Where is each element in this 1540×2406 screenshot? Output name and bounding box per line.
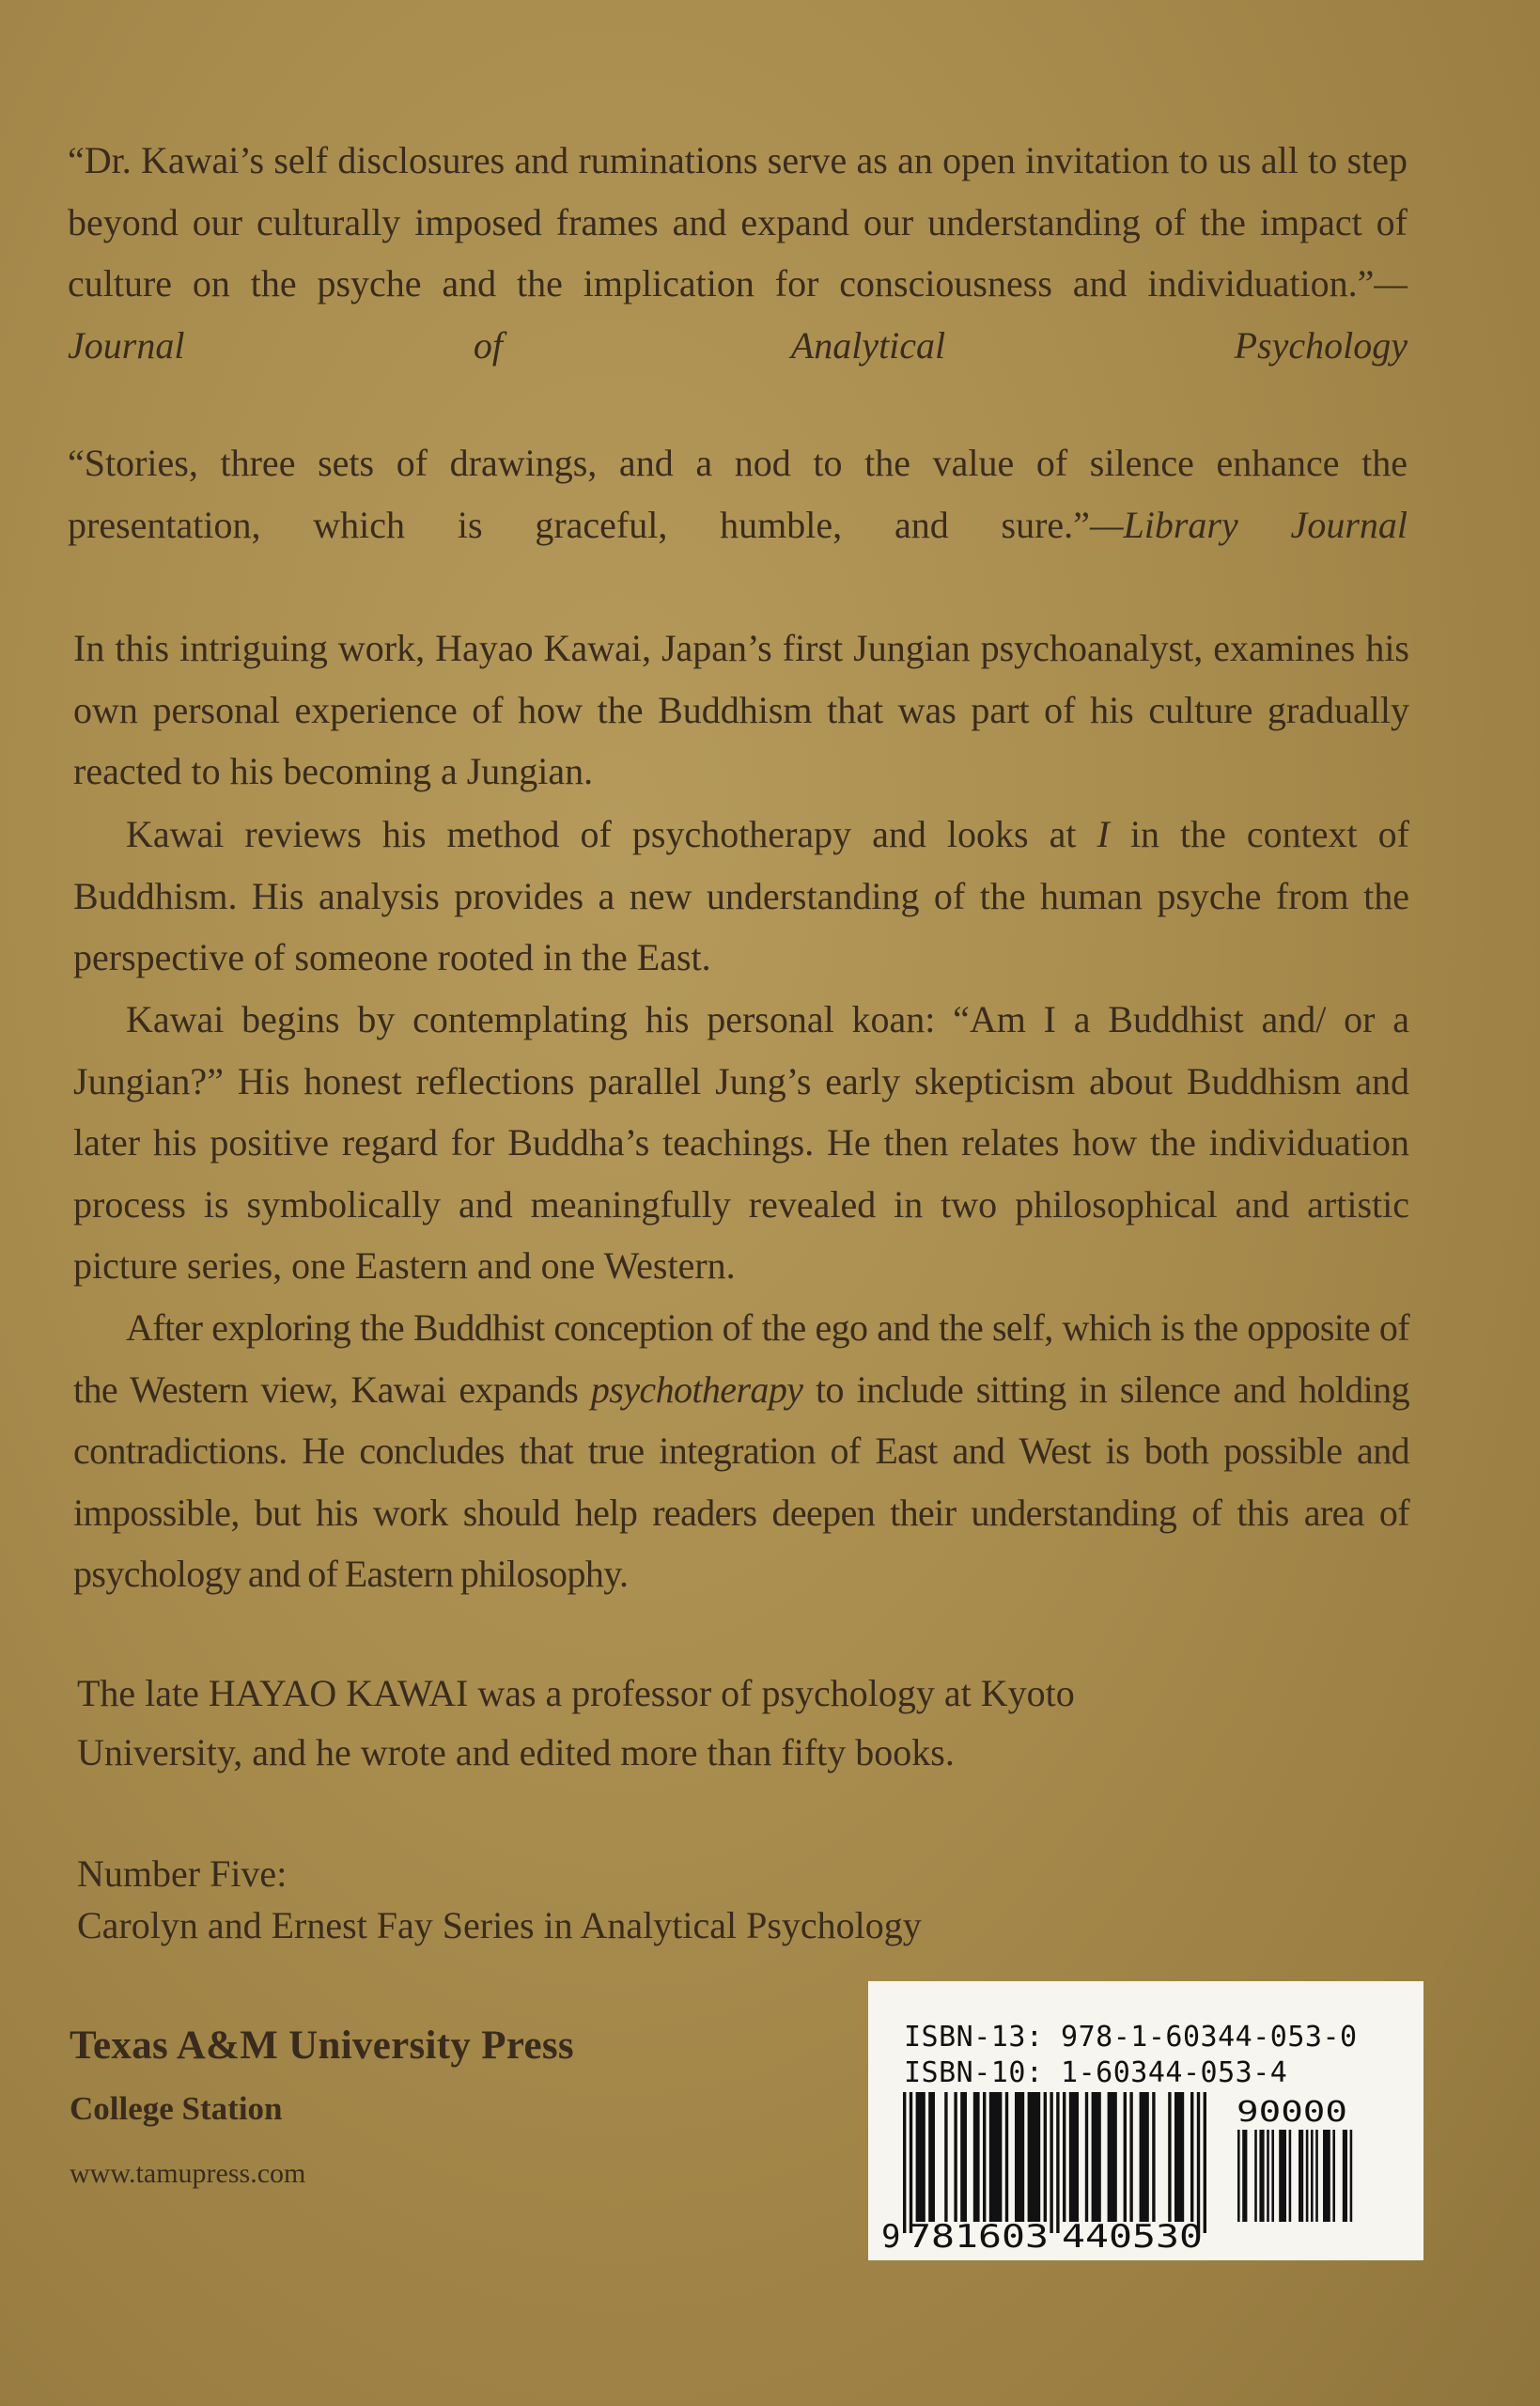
barcode-bar <box>910 2092 912 2233</box>
publisher-website: www.tamupress.com <box>70 2158 306 2189</box>
isbn-13-label: ISBN-13: 978-1-60344-053-0 <box>904 2021 1358 2054</box>
author-bio-line-1: The late HAYAO KAWAI was a professor of psychology at Kyoto <box>77 1672 1075 1714</box>
barcode-bar <box>1108 2092 1117 2222</box>
barcode-bar <box>1204 2092 1206 2233</box>
barcode-right-digits: 440530 <box>1062 2218 1203 2256</box>
description-paragraph-2-start: Kawai reviews his method of psychotherapy and looks at <box>126 813 1097 855</box>
barcode-bar <box>1152 2092 1155 2222</box>
addon-bar <box>1332 2130 1335 2222</box>
addon-bar <box>1254 2130 1257 2222</box>
barcode-bar <box>960 2092 967 2222</box>
addon-bar <box>1343 2130 1347 2222</box>
addon-bar <box>1289 2130 1292 2222</box>
review-quote-2 <box>68 432 1408 555</box>
barcode-bar <box>989 2092 1003 2222</box>
addon-bar <box>1267 2130 1269 2222</box>
barcode-bar <box>944 2092 947 2222</box>
barcode-addon-digits: 90000 <box>1237 2096 1347 2129</box>
barcode-bar <box>916 2092 926 2222</box>
ean13-barcode <box>903 2092 1206 2233</box>
addon-bar <box>1315 2130 1318 2222</box>
barcode-bar <box>1085 2092 1088 2222</box>
barcode-bar <box>1129 2092 1132 2222</box>
barcode-bar <box>928 2092 935 2222</box>
barcode-panel <box>868 1981 1423 2260</box>
barcode-bar <box>1174 2092 1184 2222</box>
barcode-bar <box>903 2092 906 2233</box>
barcode-bar <box>1044 2092 1047 2222</box>
description-paragraph-1: In this intriguing work, Hayao Kawai, Japan’s first Jungian psychoanalyst, examines his own personal experience of how the Buddhism that was part of his culture gradually reacted to his becoming a Jungian. <box>73 627 1409 792</box>
barcode-bar <box>1092 2092 1101 2222</box>
description-paragraph-2-end: in the context of Buddhism. His analysis provides a new understanding of the human psyche from the perspective of someone rooted in the East. <box>73 813 1409 978</box>
review-quote-1-source: —Journal of Analytical Psychology <box>68 262 1408 367</box>
barcode-bar <box>973 2092 980 2222</box>
addon-bar <box>1350 2130 1353 2222</box>
barcode-bar <box>1056 2092 1059 2233</box>
addon-bar <box>1259 2130 1264 2222</box>
barcode-graphic <box>868 1981 1423 2260</box>
addon-bar <box>1271 2130 1274 2222</box>
barcode-bar <box>1028 2092 1041 2222</box>
addon-bar <box>1279 2130 1286 2222</box>
author-bio-line-2: University, and he wrote and edited more than fifty books. <box>77 1731 955 1773</box>
barcode-bar <box>954 2092 957 2222</box>
barcode-bar <box>1197 2092 1200 2233</box>
barcode-left-digits: 781603 <box>908 2218 1049 2256</box>
addon-bar <box>1311 2130 1314 2222</box>
barcode-bar <box>1063 2092 1066 2222</box>
description-paragraph-4-start: After exploring the Buddhist conception of the ego and the self, which is the opposite of the Western view, Kawai expands <box>73 1306 1409 1411</box>
description-paragraph-4-italic: psychotherapy <box>590 1367 803 1411</box>
barcode-bar <box>1140 2092 1149 2222</box>
publisher-location: College Station <box>70 2090 283 2127</box>
description-paragraph-3: Kawai begins by contemplating his personal koan: “Am I a Buddhist and/ or a Jungian?” His honest reflections parallel Jung’s early skepticism about Buddhism and later his positive regard for Buddha’s teachings. He then relates how the individuation process is symbolically and meaningfully revealed in two philosophical and artistic picture series, one Eastern and one Western. <box>73 998 1409 1287</box>
series-name: Carolyn and Ernest Fay Series in Analytical Psychology <box>77 1904 922 1946</box>
addon-bar <box>1306 2130 1309 2222</box>
barcode-bar <box>1005 2092 1008 2222</box>
series-info <box>77 1848 1299 1951</box>
review-quote-1-text: “Dr. Kawai’s self disclosures and ruminations serve as an open invitation to us all to step beyond our culturally imposed frames and expand our understanding of the impact of culture on the psyche and the implication for consciousness and individuation.” <box>68 139 1408 305</box>
barcode-bar <box>1069 2092 1079 2222</box>
barcode-bar <box>983 2092 986 2222</box>
barcode-lead-digit: 9 <box>881 2218 901 2256</box>
addon-barcode <box>1237 2130 1352 2222</box>
description-paragraph-2-italic: I <box>1097 813 1110 855</box>
barcode-bar <box>1190 2092 1193 2222</box>
review-quote-1 <box>68 130 1408 376</box>
review-quote-2-source: —Library Journal <box>1089 503 1408 546</box>
addon-bar <box>1323 2130 1330 2222</box>
author-bio <box>77 1664 1299 1782</box>
barcode-bar <box>1050 2092 1052 2233</box>
description-paragraph-2 <box>73 804 1409 989</box>
barcode-bar <box>1168 2092 1171 2222</box>
description-paragraph-4-end: to include sitting in silence and holding contradictions. He concludes that true integration of East and West is both possible and impossible, but his work should help readers deepen their understanding of this area of psychology and of Eastern philosophy. <box>73 1367 1409 1595</box>
description-paragraph-4 <box>73 1297 1409 1605</box>
addon-bar <box>1237 2130 1240 2222</box>
addon-bar <box>1242 2130 1247 2222</box>
isbn-10-label: ISBN-10: 1-60344-053-4 <box>904 2056 1288 2089</box>
series-number: Number Five: <box>77 1852 288 1895</box>
publisher-name: Texas A&M University Press <box>70 2023 574 2068</box>
barcode-bar <box>1124 2092 1127 2222</box>
review-quote-2-text: “Stories, three sets of drawings, and a nod to the value of silence enhance the presentation, which is graceful, humble, and sure.” <box>68 442 1408 546</box>
addon-bar <box>1299 2130 1303 2222</box>
barcode-bar <box>1015 2092 1024 2222</box>
